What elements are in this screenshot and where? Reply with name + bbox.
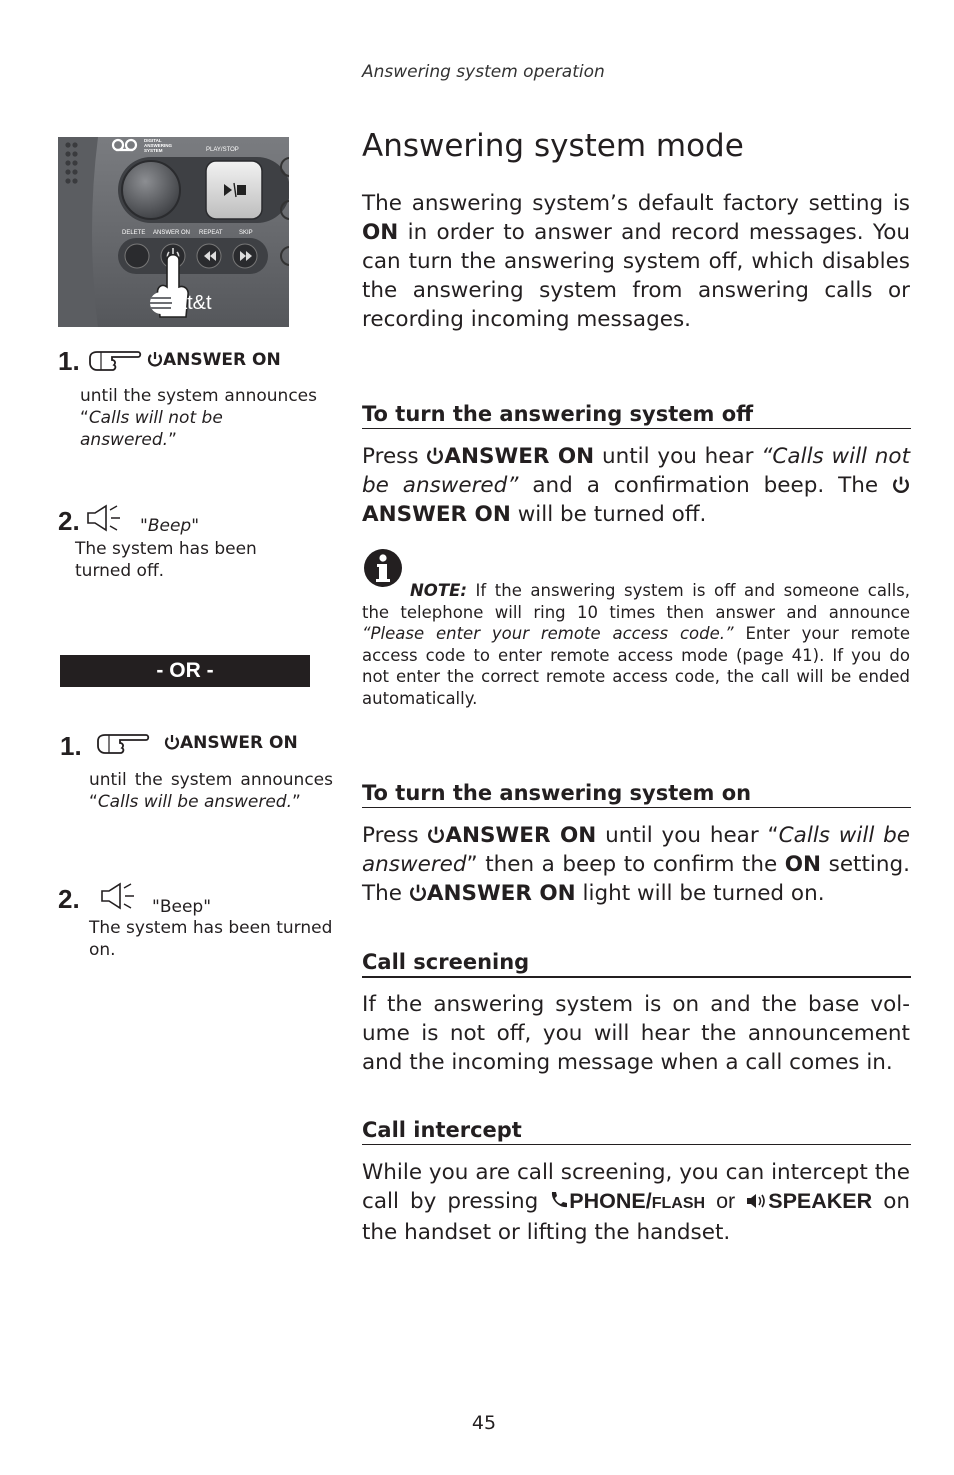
alt-step-2-result-line-2: on. <box>89 940 116 960</box>
power-icon <box>147 351 163 367</box>
alt-step-1-number: 1. <box>60 731 82 761</box>
step-2-result-line-2: turned off. <box>75 561 165 581</box>
step-1-number: 1. <box>58 346 80 376</box>
badge-line-1: DIGITAL <box>144 138 162 143</box>
repeat-caption: REPEAT <box>199 230 223 236</box>
power-icon <box>426 446 444 465</box>
or-divider: - OR - <box>60 655 310 687</box>
answer-on-key-label: ANSWER ON <box>180 733 298 753</box>
play-stop-caption: PLAY/STOP <box>206 147 239 153</box>
answer-on-key-label: ANSWER ON <box>163 350 281 370</box>
step-1-announcement: “Calls will not be answered.” <box>80 408 223 450</box>
speaker-icon <box>746 1192 768 1210</box>
power-icon <box>409 883 427 902</box>
note-paragraph: NOTE: If the answering system is off and someone calls, the telephone will ring 10 times then answer and announce “Please enter your remote access code.” Enter your remote access code to enter remote access mode (page 41). If you do not enter the correct remote access code, the call will be ended automatically. <box>362 581 910 708</box>
call-screening-paragraph: If the answering system is on and the base vol-ume is not off, you will hear the announcement and the incoming message when a call comes in. <box>362 992 910 1075</box>
intro-paragraph: The answering system’s default factory setting is ON in order to answer and record messages. You can turn the answering system off, which disables the answering system from answering calls or recording incoming messages. <box>362 191 910 332</box>
badge-line-2: ANSWERING <box>144 143 172 148</box>
step-2-result-line-1: The system has been <box>75 539 257 559</box>
turn-off-paragraph: Press ANSWER ON until you hear “Calls will not be answered” and a confirmation beep. The ANSWER ON will be turned off. <box>362 444 910 527</box>
phone-handset-icon <box>549 1190 569 1210</box>
pointing-finger-icon <box>96 732 150 756</box>
section-heading-call-screening: Call screening <box>362 950 911 978</box>
answer-on-caption: ANSWER ON <box>153 230 191 236</box>
badge-line-3: SYSTEM <box>144 148 163 153</box>
page-number: 45 <box>471 1412 497 1434</box>
alt-step-2-number: 2. <box>58 884 80 914</box>
beep-sound-label: "Beep" <box>152 897 212 917</box>
speaker-beep-icon <box>100 881 136 911</box>
beep-sound-label: "Beep" <box>140 516 200 536</box>
alt-step-1-key <box>164 733 298 753</box>
power-icon <box>427 825 445 844</box>
section-heading-turn-off: To turn the answering system off <box>362 402 911 429</box>
delete-caption: DELETE <box>122 230 146 236</box>
pointing-finger-icon <box>88 349 142 373</box>
alt-step-1-announcement: “Calls will be answered.” <box>89 792 301 812</box>
att-logo: at&t <box>176 292 212 314</box>
turn-on-paragraph: Press ANSWER ON until you hear “Calls will be answered” then a beep to confirm the ON setting. The ANSWER ON light will be turned on. <box>362 823 910 906</box>
att-globe-icon <box>150 292 172 314</box>
note-label: NOTE: <box>410 581 467 600</box>
step-2-number: 2. <box>58 506 80 536</box>
skip-caption: SKIP <box>239 230 253 236</box>
page-title: Answering system mode <box>362 128 744 164</box>
power-icon <box>164 734 180 750</box>
play-stop-button[interactable] <box>206 161 262 219</box>
step-1-key <box>147 350 281 370</box>
power-icon <box>892 475 910 494</box>
phone-base-illustration <box>58 137 289 327</box>
phone-base-photo <box>58 137 289 327</box>
alt-step-1-instruction: until the system announces <box>89 770 333 790</box>
large-round-button[interactable] <box>122 161 180 219</box>
section-heading-turn-on: To turn the answering system on <box>362 781 911 808</box>
step-1-instruction: until the system announces <box>80 386 317 406</box>
alt-step-2-result-line-1: The system has been turned <box>89 918 333 938</box>
call-intercept-paragraph: While you are call screening, you can intercept the call by pressing PHONE/FLASH or SPEAKER on the handset or lifting the handset. <box>362 1160 910 1245</box>
section-heading-call-intercept: Call intercept <box>362 1118 911 1145</box>
running-header: Answering system operation <box>362 62 605 82</box>
delete-button[interactable] <box>125 244 149 268</box>
speaker-beep-icon <box>86 503 122 533</box>
